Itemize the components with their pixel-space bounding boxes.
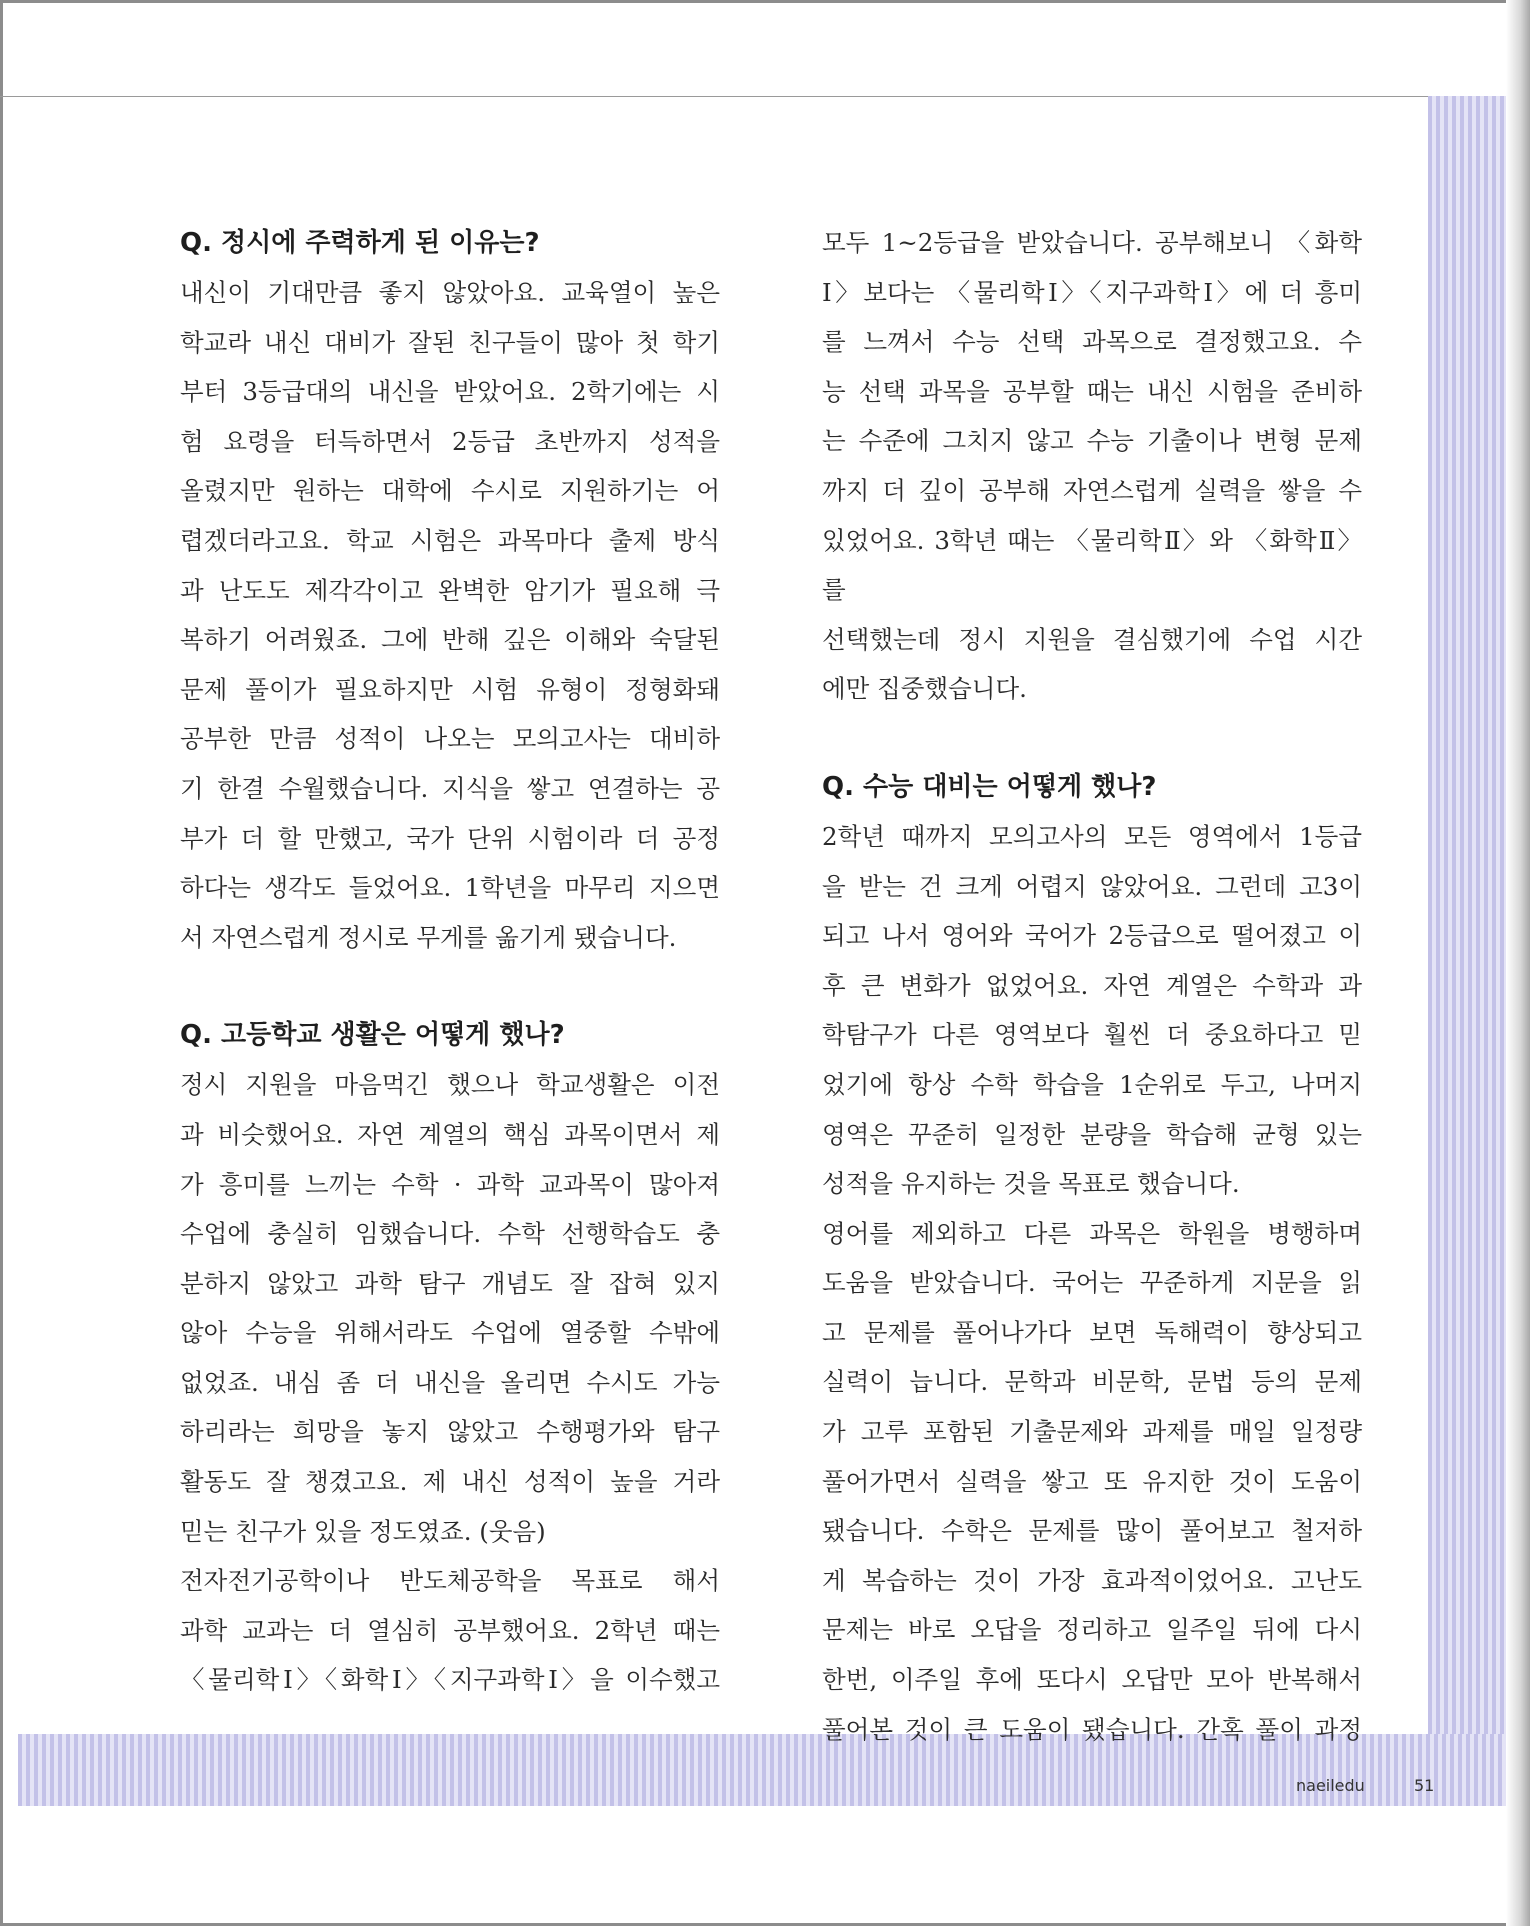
answer-paragraph — [180, 1060, 720, 1556]
text-line: 서 자연스럽게 정시로 무게를 옮기게 됐습니다. — [180, 922, 677, 952]
text-line: 도움을 받았습니다. 국어는 꾸준하게 지문을 읽 — [822, 1268, 1362, 1298]
section-gap — [180, 962, 720, 1010]
text-line: 없었죠. 내심 좀 더 내신을 올리면 수시도 가능 — [180, 1367, 720, 1397]
right-column — [822, 218, 1362, 1754]
decorative-stripe-right — [1428, 96, 1508, 1806]
text-line: 렵겠더라고요. 학교 시험은 과목마다 출제 방식 — [180, 525, 720, 555]
text-line: 않아 수능을 위해서라도 수업에 열중할 수밖에 — [180, 1318, 720, 1348]
question-heading: Q. 정시에 주력하게 된 이유는? — [180, 228, 540, 258]
text-line: 정시 지원을 마음먹긴 했으나 학교생활은 이전 — [180, 1070, 720, 1100]
text-line: 문제 풀이가 필요하지만 시험 유형이 정형화돼 — [180, 674, 720, 704]
text-line: 실력이 늡니다. 문학과 비문학, 문법 등의 문제 — [822, 1367, 1362, 1397]
text-line: 과학 교과는 더 열심히 공부했어요. 2학년 때는 — [180, 1615, 720, 1645]
text-line: 모두 1~2등급을 받았습니다. 공부해보니 〈화학 — [822, 228, 1362, 257]
text-line: 됐습니다. 수학은 문제를 많이 풀어보고 철저하 — [822, 1516, 1362, 1546]
text-line: 를 느껴서 수능 선택 과목으로 결정했고요. 수 — [822, 327, 1362, 357]
text-line: 기 한결 수월했습니다. 지식을 쌓고 연결하는 공 — [180, 773, 720, 803]
text-line: 되고 나서 영어와 국어가 2등급으로 떨어졌고 이 — [822, 921, 1362, 951]
text-line: 부터 3등급대의 내신을 받았어요. 2학기에는 시 — [180, 377, 720, 407]
text-line: 는 수준에 그치지 않고 수능 기출이나 변형 문제 — [822, 426, 1362, 456]
text-line: 과 비슷했어요. 자연 계열의 핵심 과목이면서 제 — [180, 1119, 720, 1149]
text-line: 성적을 유지하는 것을 목표로 했습니다. — [822, 1169, 1240, 1199]
text-line: 후 큰 변화가 없었어요. 자연 계열은 수학과 과 — [822, 970, 1362, 1000]
text-line: 을 받는 건 크게 어렵지 않았어요. 그런데 고3이 — [822, 871, 1362, 901]
page-fold-shadow — [1506, 0, 1530, 1926]
text-line: 영어를 제외하고 다른 과목은 학원을 병행하며 — [822, 1218, 1362, 1248]
text-line: 올렸지만 원하는 대학에 수시로 지원하기는 어 — [180, 476, 720, 506]
text-line: 믿는 친구가 있을 정도였죠. (웃음) — [180, 1516, 546, 1546]
text-line: 활동도 잘 챙겼고요. 제 내신 성적이 높을 거라 — [180, 1467, 720, 1497]
text-line: 가 고루 포함된 기출문제와 과제를 매일 일정량 — [822, 1417, 1362, 1447]
text-line: 복하기 어려웠죠. 그에 반해 깊은 이해와 숙달된 — [180, 625, 720, 655]
answer-paragraph — [822, 812, 1362, 1209]
text-line: 내신이 기대만큼 좋지 않았아요. 교육열이 높은 — [180, 278, 720, 307]
text-line: 〈물리학Ⅰ〉〈화학Ⅰ〉〈지구과학Ⅰ〉을 이수했고 — [180, 1665, 720, 1695]
left-column — [180, 218, 720, 1705]
text-line: 험 요령을 터득하면서 2등급 초반까지 성적을 — [180, 426, 720, 456]
text-line: 학교라 내신 대비가 잘된 친구들이 많아 첫 학기 — [180, 327, 720, 357]
text-line: 게 복습하는 것이 가장 효과적이었어요. 고난도 — [822, 1565, 1362, 1595]
page-number: 51 — [1414, 1776, 1435, 1795]
text-line: 까지 더 깊이 공부해 자연스럽게 실력을 쌓을 수 — [822, 475, 1362, 505]
section-gap — [822, 714, 1362, 762]
text-line: 있었어요. 3학년 때는 〈물리학Ⅱ〉와 〈화학Ⅱ〉를 — [822, 525, 1362, 605]
text-line: 하다는 생각도 들었어요. 1학년을 마무리 지으면 — [180, 873, 720, 903]
answer-paragraph — [180, 1556, 720, 1705]
text-line: 었기에 항상 수학 학습을 1순위로 두고, 나머지 — [822, 1069, 1362, 1099]
text-line: 학탐구가 다른 영역보다 훨씬 더 중요하다고 믿 — [822, 1020, 1362, 1050]
text-line: 영역은 꾸준히 일정한 분량을 학습해 균형 있는 — [822, 1119, 1362, 1149]
answer-paragraph — [180, 268, 720, 962]
text-line: 가 흥미를 느끼는 수학 · 과학 교과목이 많아져 — [180, 1169, 720, 1199]
question-heading: Q. 수능 대비는 어떻게 했나? — [822, 771, 1157, 802]
text-line: 전자전기공학이나 반도체공학을 목표로 해서 — [180, 1566, 720, 1596]
text-line: 과 난도도 제각각이고 완벽한 암기가 필요해 극 — [180, 575, 720, 605]
text-line: 하리라는 희망을 놓지 않았고 수행평가와 탐구 — [180, 1417, 720, 1447]
answer-paragraph — [822, 1209, 1362, 1755]
continued-paragraph — [822, 218, 1362, 714]
text-line: 분하지 않았고 과학 탐구 개념도 잘 잡혀 있지 — [180, 1268, 720, 1298]
text-line: 풀어본 것이 큰 도움이 됐습니다. 간혹 풀이 과정 — [822, 1714, 1362, 1744]
text-line: 2학년 때까지 모의고사의 모든 영역에서 1등급 — [822, 821, 1362, 851]
footer-brand: naeiledu — [1296, 1776, 1365, 1795]
text-line: 공부한 만큼 성적이 나오는 모의고사는 대비하 — [180, 724, 720, 754]
text-line: 문제는 바로 오답을 정리하고 일주일 뒤에 다시 — [822, 1615, 1362, 1645]
text-line: 고 문제를 풀어나가다 보면 독해력이 향상되고 — [822, 1317, 1362, 1347]
text-line: 능 선택 과목을 공부할 때는 내신 시험을 준비하 — [822, 376, 1362, 406]
text-line: 한번, 이주일 후에 또다시 오답만 모아 반복해서 — [822, 1665, 1362, 1695]
text-line: 풀어가면서 실력을 쌓고 또 유지한 것이 도움이 — [822, 1466, 1362, 1496]
text-line: 선택했는데 정시 지원을 결심했기에 수업 시간 — [822, 624, 1362, 654]
question-heading: Q. 고등학교 생활은 어떻게 했나? — [180, 1020, 565, 1051]
text-line: 에만 집중했습니다. — [822, 674, 1027, 704]
text-line: 부가 더 할 만했고, 국가 단위 시험이라 더 공정 — [180, 823, 720, 853]
text-line: 수업에 충실히 임했습니다. 수학 선행학습도 충 — [180, 1219, 720, 1249]
text-line: Ⅰ〉보다는 〈물리학Ⅰ〉〈지구과학Ⅰ〉에 더 흥미 — [822, 277, 1362, 307]
